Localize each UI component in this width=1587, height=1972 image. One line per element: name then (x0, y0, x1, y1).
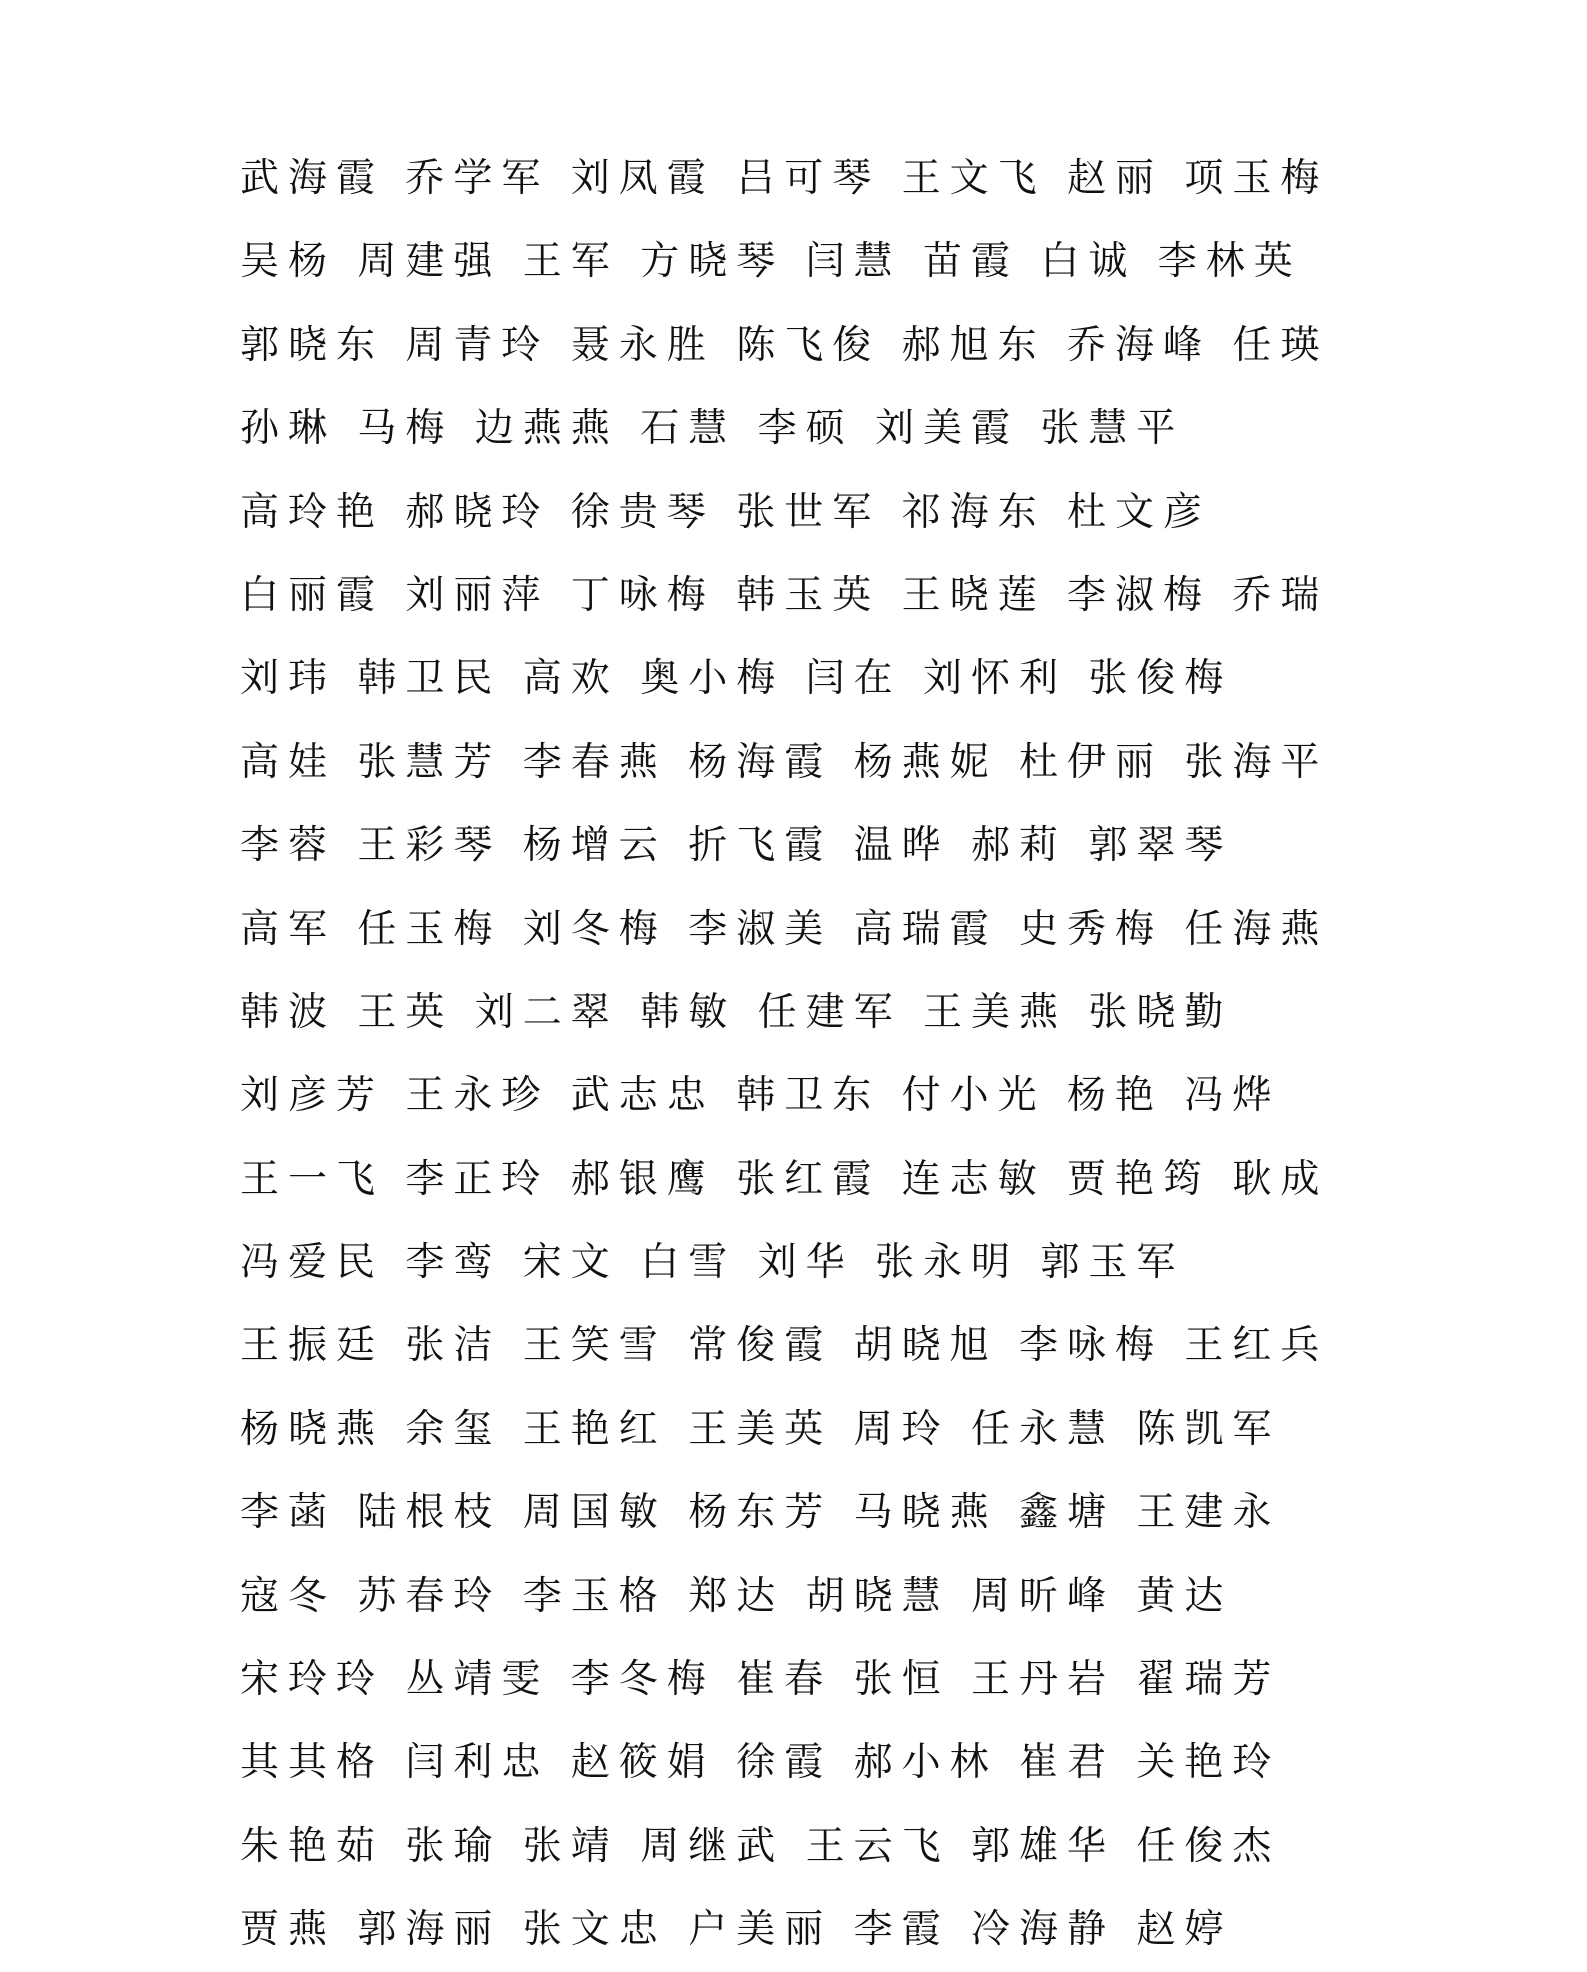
name-line: 杨晓燕 余玺 王艳红 王美英 周玲 任永慧 陈凯军 (240, 1406, 1281, 1452)
name-line: 刘彦芳 王永珍 武志忠 韩卫东 付小光 杨艳 冯烨 (240, 1073, 1281, 1119)
name-line: 韩波 王英 刘二翠 韩敏 任建军 王美燕 张晓勤 (240, 989, 1233, 1035)
name-line: 贾燕 郭海丽 张文忠 户美丽 李霞 冷海静 赵婷 (240, 1907, 1233, 1953)
name-line: 王振廷 张洁 王笑雪 常俊霞 胡晓旭 李咏梅 王红兵 (240, 1323, 1329, 1369)
name-line: 高玲艳 郝晓玲 徐贵琴 张世军 祁海东 杜文彦 (240, 489, 1211, 535)
name-line: 郭晓东 周青玲 聂永胜 陈飞俊 郝旭东 乔海峰 任瑛 (240, 322, 1329, 368)
name-line: 刘玮 韩卫民 高欢 奥小梅 闫在 刘怀利 张俊梅 (240, 656, 1233, 702)
name-line: 王一飞 李正玲 郝银鹰 张红霞 连志敏 贾艳筠 耿成 (240, 1156, 1329, 1202)
name-line: 孙琳 马梅 边燕燕 石慧 李硕 刘美霞 张慧平 (240, 406, 1185, 452)
name-line: 高军 任玉梅 刘冬梅 李淑美 高瑞霞 史秀梅 任海燕 (240, 906, 1329, 952)
name-line: 朱艳茹 张瑜 张靖 周继武 王云飞 郭雄华 任俊杰 (240, 1823, 1281, 1869)
name-line: 冯爱民 李鸾 宋文 白雪 刘华 张永明 郭玉军 (240, 1240, 1185, 1286)
name-line: 李菡 陆根枝 周国敏 杨东芳 马晓燕 鑫塘 王建永 (240, 1490, 1281, 1536)
name-line: 白丽霞 刘丽萍 丁咏梅 韩玉英 王晓莲 李淑梅 乔瑞 (240, 572, 1329, 618)
name-line: 李蓉 王彩琴 杨增云 折飞霞 温晔 郝莉 郭翠琴 (240, 823, 1233, 869)
name-line: 吴杨 周建强 王军 方晓琴 闫慧 苗霞 白诚 李林英 (240, 239, 1302, 285)
name-line: 武海霞 乔学军 刘凤霞 吕可琴 王文飞 赵丽 项玉梅 (240, 156, 1329, 201)
name-line: 宋玲玲 丛靖雯 李冬梅 崔春 张恒 王丹岩 翟瑞芳 (240, 1657, 1281, 1703)
name-line: 寇冬 苏春玲 李玉格 郑达 胡晓慧 周昕峰 黄达 (240, 1573, 1233, 1619)
name-line: 高娃 张慧芳 李春燕 杨海霞 杨燕妮 杜伊丽 张海平 (240, 739, 1329, 785)
name-line: 其其格 闫利忠 赵筱娟 徐霞 郝小林 崔君 关艳玲 (240, 1740, 1281, 1786)
name-list (240, 137, 1360, 1972)
